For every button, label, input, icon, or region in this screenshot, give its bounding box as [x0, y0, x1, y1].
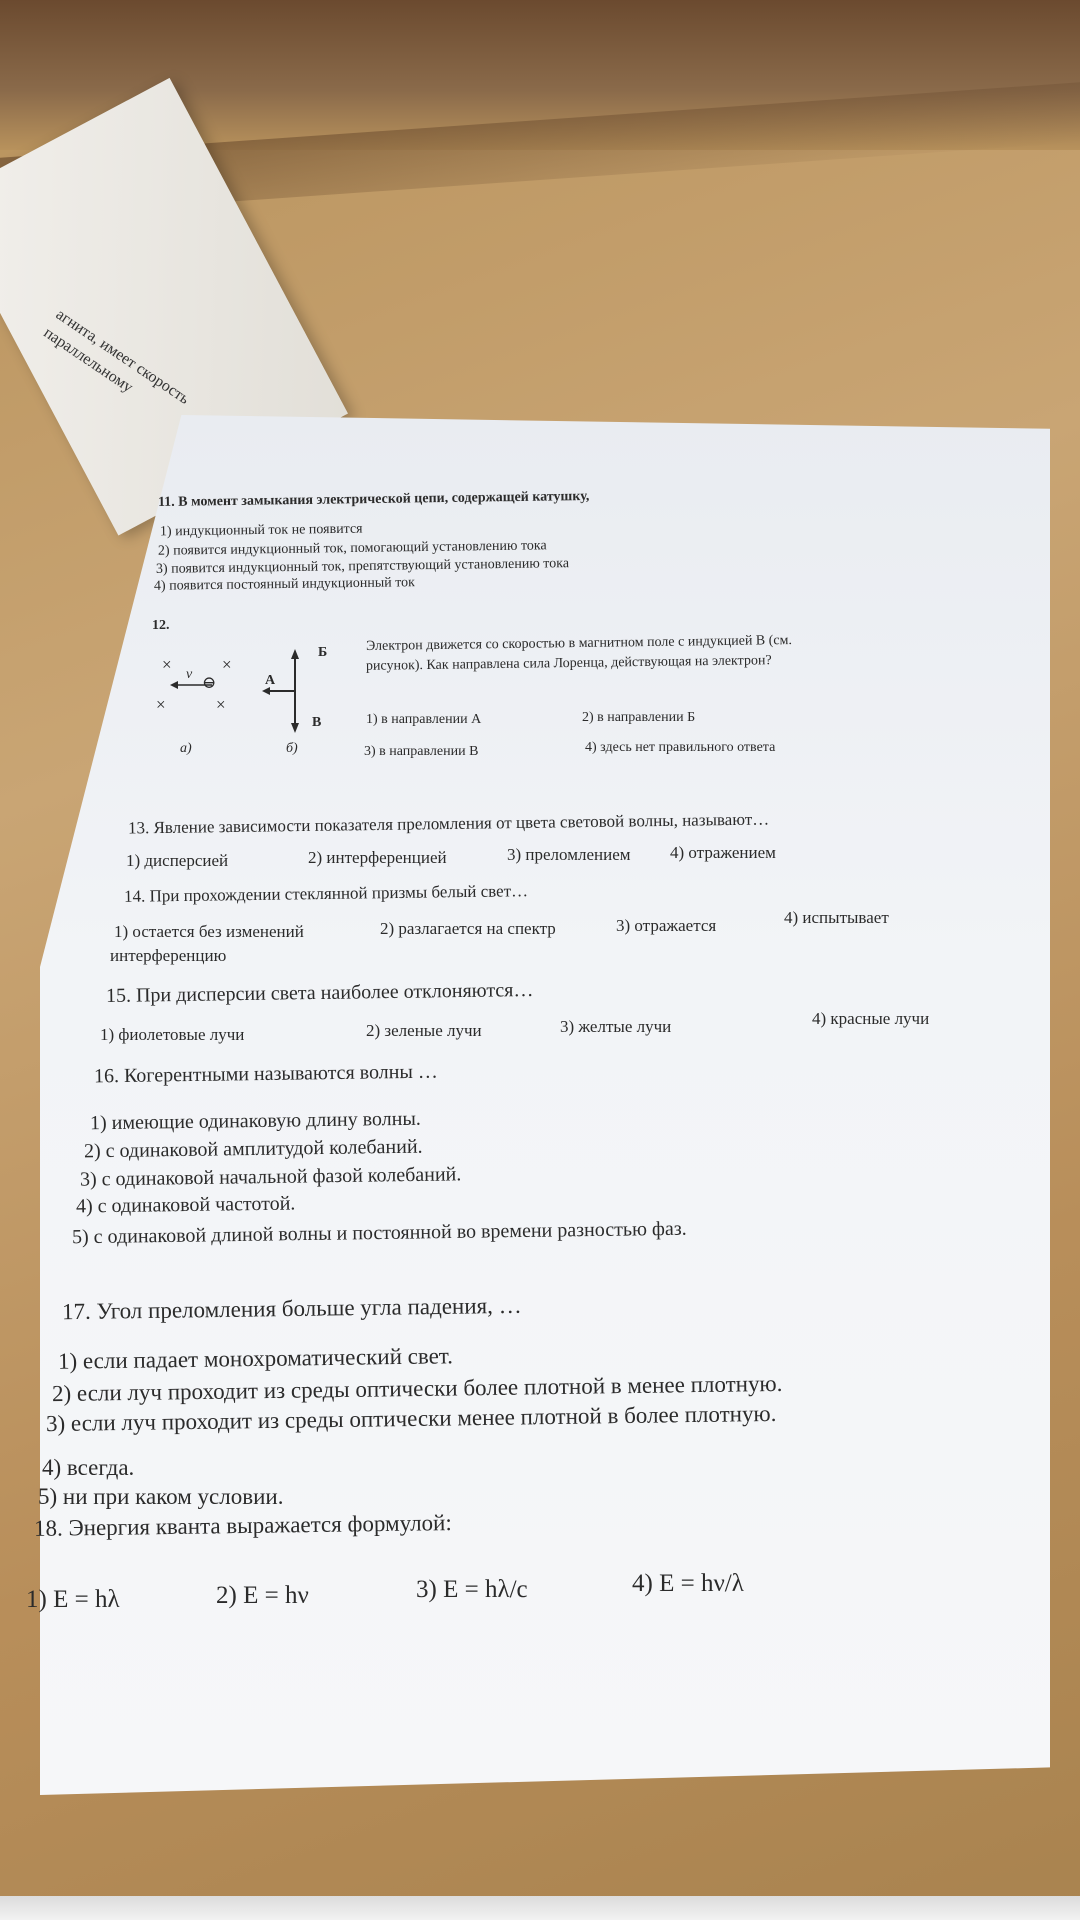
question-11-option-1: 1) индукционный ток не появится [159, 521, 363, 540]
direction-label-v: В [312, 715, 322, 730]
cross-mark: × [216, 695, 226, 714]
question-17-option-2: 2) если луч проходит из среды оптически более плотной в менее плотную. [51, 1370, 783, 1407]
question-16-option-4: 4) с одинаковой частотой. [75, 1192, 296, 1218]
question-11-option-3: 3) появится индукционный ток, препятствующий установлению тока [155, 556, 570, 577]
caption-b: б) [286, 741, 298, 756]
cross-mark: × [222, 655, 232, 674]
book-text-fragment: агнита, имеет скорость параллельному [40, 305, 193, 408]
question-13-option-4: 4) отражением [670, 843, 776, 862]
question-14-option-3: 3) отражается [616, 916, 717, 935]
question-12-option-3: 3) в направлении В [364, 744, 479, 759]
question-16-option-3: 3) с одинаковой начальной фазой колебаний. [79, 1163, 462, 1191]
question-14-continuation: интерференцию [110, 946, 227, 965]
question-16-option-5: 5) с одинаковой длиной волны и постоянной во времени разностью фаз. [71, 1217, 687, 1249]
question-16-option-2: 2) с одинаковой амплитудой колебаний. [83, 1135, 423, 1163]
question-18-option-3: 3) E = hλ/c [416, 1576, 528, 1603]
question-18-title: 18. Энергия кванта выражается формулой: [33, 1510, 452, 1541]
question-12-number: 12. [152, 618, 170, 633]
question-11-option-4: 4) появится постоянный индукционный ток [153, 575, 416, 594]
question-12-text-line-2: рисунок). Как направлена сила Лоренца, действующая на электрон? [365, 653, 772, 674]
question-13-option-1: 1) дисперсией [126, 851, 229, 870]
electron-icon: ⊖ [202, 673, 217, 692]
question-15-option-3: 3) желтые лучи [560, 1017, 672, 1036]
question-12-text-line-1: Электрон движется со скоростью в магнитном поле с индукцией В (см. [365, 633, 793, 654]
question-17-option-1: 1) если падает монохроматический свет. [57, 1343, 454, 1374]
question-18-option-2: 2) E = hν [216, 1582, 309, 1609]
question-17-option-5: 5) ни при каком условии. [38, 1484, 284, 1509]
question-16-title: 16. Когерентными называются волны … [93, 1060, 438, 1088]
question-13-title: 13. Явление зависимости показателя преломления от цвета световой волны, называют… [127, 809, 770, 838]
question-17-title: 17. Угол преломления больше угла падения, … [61, 1292, 522, 1325]
question-15-option-2: 2) зеленые лучи [366, 1021, 482, 1040]
question-11-title: 11. В момент замыкания электрической цепи, содержащей катушку, [157, 488, 590, 511]
question-15-option-4: 4) красные лучи [812, 1009, 930, 1028]
question-14-option-1: 1) остается без изменений [114, 922, 304, 941]
question-13-option-2: 2) интерференцией [308, 848, 447, 867]
question-12-option-2: 2) в направлении Б [582, 710, 696, 725]
direction-label-a: А [265, 673, 276, 688]
velocity-arrow-icon [170, 675, 230, 695]
question-17-option-3: 3) если луч проходит из среды оптически менее плотной в более плотную. [45, 1400, 777, 1437]
question-18-option-1: 1) E = hλ [26, 1586, 120, 1613]
question-12-option-1: 1) в направлении А [366, 712, 482, 727]
force-directions-icon [260, 645, 320, 735]
question-14-option-4: 4) испытывает [784, 908, 889, 927]
caption-a: а) [180, 741, 192, 756]
cross-mark: × [162, 655, 172, 674]
question-13-option-3: 3) преломлением [507, 845, 631, 864]
velocity-label: v [186, 667, 193, 682]
question-18-option-4: 4) E = hν/λ [632, 1570, 744, 1597]
bottom-edge [0, 1896, 1080, 1920]
question-17-option-4: 4) всегда. [42, 1455, 135, 1480]
question-11-option-2: 2) появится индукционный ток, помогающий установлению тока [157, 538, 547, 559]
question-12-option-4: 4) здесь нет правильного ответа [585, 740, 776, 755]
cross-mark: × [156, 695, 166, 714]
direction-label-b: Б [318, 645, 328, 660]
question-15-option-1: 1) фиолетовые лучи [100, 1025, 245, 1044]
question-16-option-1: 1) имеющие одинаковую длину волны. [89, 1107, 421, 1135]
question-14-title: 14. При прохождении стеклянной призмы белый свет… [123, 881, 529, 906]
question-15-title: 15. При дисперсии света наиболее отклоняются… [105, 979, 534, 1007]
question-14-option-2: 2) разлагается на спектр [380, 919, 556, 938]
magnetic-field-diagram [150, 645, 360, 765]
